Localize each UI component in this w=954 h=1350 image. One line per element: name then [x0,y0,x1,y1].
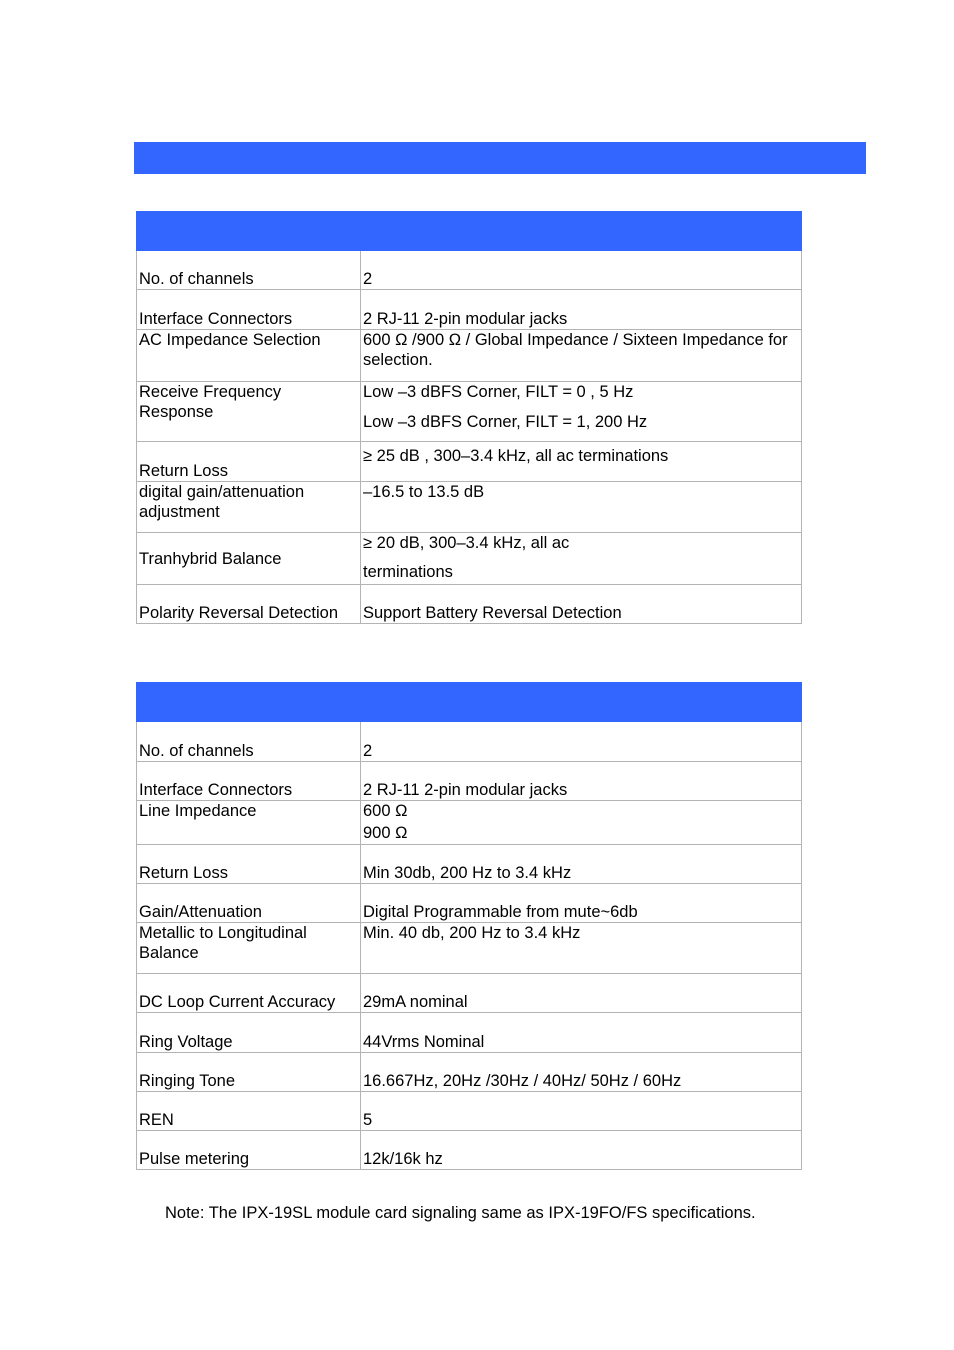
row-label: Ringing Tone [137,1053,361,1092]
row-label: Polarity Reversal Detection [137,585,361,624]
row-label: No. of channels [137,722,361,762]
table-header-cell [137,683,361,722]
row-value-line: Low –3 dBFS Corner, FILT = 1, 200 Hz [363,413,648,431]
table-row [137,533,802,585]
table-row [137,482,802,533]
table-row [137,585,802,624]
row-label: Tranhybrid Balance [137,533,361,585]
row-value-line: ≥ 20 dB, 300–3.4 kHz, all ac [363,534,570,552]
row-value-line: terminations [363,563,453,581]
row-value: ≥ 25 dB , 300–3.4 kHz, all ac terminations [361,442,802,482]
row-value-line: 600 Ω [363,802,408,820]
row-label: Ring Voltage [137,1013,361,1053]
section-header-bar [134,142,866,174]
row-label: REN [137,1092,361,1131]
row-label: digital gain/attenuation adjustment [137,482,361,533]
table-row [137,1013,802,1053]
row-value: 5 [361,1092,802,1131]
row-label: Interface Connectors [137,290,361,330]
row-value [361,801,802,845]
table-row [137,762,802,801]
table-header-row [137,683,802,722]
table-row [137,884,802,923]
table-row [137,251,802,290]
row-label: DC Loop Current Accuracy [137,974,361,1013]
table-row [137,845,802,884]
row-label: Gain/Attenuation [137,884,361,923]
row-label: Receive Frequency Response [137,382,361,442]
table-row [137,974,802,1013]
table-row [137,382,802,442]
row-label: No. of channels [137,251,361,290]
row-value: 2 [361,251,802,290]
table-row [137,722,802,762]
row-label: Line Impedance [137,801,361,845]
footnote: Note: The IPX-19SL module card signaling same as IPX-19FO/FS specifications. [165,1204,756,1222]
table-row [137,1092,802,1131]
row-value: 600 Ω /900 Ω / Global Impedance / Sixteen Impedance for selection. [361,330,802,382]
row-label: Return Loss [137,845,361,884]
row-label: Pulse metering [137,1131,361,1170]
row-value: 29mA nominal [361,974,802,1013]
row-label: AC Impedance Selection [137,330,361,382]
row-value: Min 30db, 200 Hz to 3.4 kHz [361,845,802,884]
table-row [137,290,802,330]
row-value [361,533,802,585]
row-value-line: Low –3 dBFS Corner, FILT = 0 , 5 Hz [363,383,634,401]
row-value: Support Battery Reversal Detection [361,585,802,624]
row-label: Interface Connectors [137,762,361,801]
spec-table-2 [136,682,802,1170]
table-row [137,330,802,382]
table-row [137,1131,802,1170]
row-value: 2 [361,722,802,762]
table-row [137,923,802,974]
table-row [137,1053,802,1092]
row-value: 16.667Hz, 20Hz /30Hz / 40Hz/ 50Hz / 60Hz [361,1053,802,1092]
table-row [137,442,802,482]
table-header-cell [361,683,802,722]
table-header-cell [137,212,361,251]
row-value: 2 RJ-11 2-pin modular jacks [361,762,802,801]
row-value-line: 900 Ω [363,824,408,842]
row-value: –16.5 to 13.5 dB [361,482,802,533]
row-value: 2 RJ-11 2-pin modular jacks [361,290,802,330]
row-value: Min. 40 db, 200 Hz to 3.4 kHz [361,923,802,974]
row-value: 44Vrms Nominal [361,1013,802,1053]
row-label: Return Loss [137,442,361,482]
table-header-row [137,212,802,251]
row-label: Metallic to Longitudinal Balance [137,923,361,974]
row-value [361,382,802,442]
spec-table-1 [136,211,802,624]
row-value: Digital Programmable from mute~6db [361,884,802,923]
table-row [137,801,802,845]
table-header-cell [361,212,802,251]
row-value: 12k/16k hz [361,1131,802,1170]
